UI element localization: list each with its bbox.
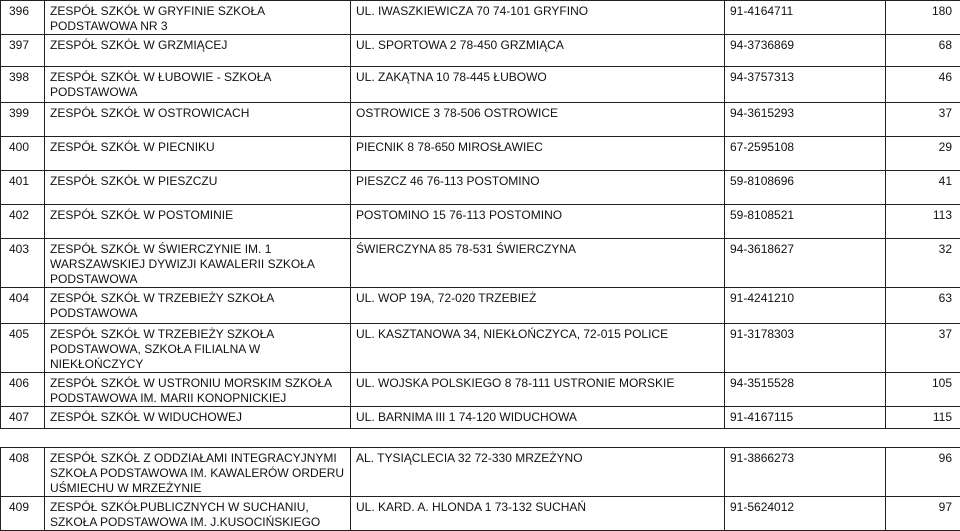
- school-phone: 91-4167115: [725, 407, 886, 429]
- student-count: 68: [886, 35, 960, 67]
- table-row: [1, 205, 960, 239]
- table-row: [1, 448, 960, 497]
- table-row: [1, 324, 960, 373]
- school-name: ZESPÓŁ SZKÓŁ W PIECNIKU: [45, 137, 351, 171]
- spacer-cell: [886, 429, 960, 448]
- row-number: 405: [1, 324, 45, 373]
- school-phone: 91-4241210: [725, 288, 886, 324]
- student-count: 105: [886, 373, 960, 407]
- school-address: OSTROWICE 3 78-506 OSTROWICE: [351, 103, 725, 137]
- student-count: 32: [886, 239, 960, 288]
- spacer-cell: [725, 429, 886, 448]
- school-address: UL. SPORTOWA 2 78-450 GRZMIĄCA: [351, 35, 725, 67]
- school-address: UL. ZAKĄTNA 10 78-445 ŁUBOWO: [351, 67, 725, 103]
- table-row: [1, 67, 960, 103]
- school-name: ZESPÓŁ SZKÓŁ W ŁUBOWIE - SZKOŁA PODSTAWOWA: [45, 67, 351, 103]
- student-count: 29: [886, 137, 960, 171]
- table-row: [1, 103, 960, 137]
- student-count: 46: [886, 67, 960, 103]
- table-row: [1, 407, 960, 429]
- school-name: ZESPÓŁ SZKÓŁ W TRZEBIEŻY SZKOŁA PODSTAWOWA: [45, 288, 351, 324]
- school-phone: 94-3618627: [725, 239, 886, 288]
- row-number: 408: [1, 448, 45, 497]
- student-count: 113: [886, 205, 960, 239]
- school-phone: 91-4164711: [725, 1, 886, 35]
- school-phone: 94-3757313: [725, 67, 886, 103]
- table-row: [1, 137, 960, 171]
- school-name: ZESPÓŁ SZKÓŁ Z ODDZIAŁAMI INTEGRACYJNYMI SZKOŁA PODSTAWOWA IM. KAWALERÓW ORDERU UŚMIECHU W MRZEŻYNIE: [45, 448, 351, 497]
- row-number: 402: [1, 205, 45, 239]
- table-row: [1, 497, 960, 531]
- student-count: 37: [886, 324, 960, 373]
- school-name: ZESPÓŁ SZKÓŁ W OSTROWICACH: [45, 103, 351, 137]
- school-phone: 67-2595108: [725, 137, 886, 171]
- school-phone: 94-3515528: [725, 373, 886, 407]
- school-phone: 91-5624012: [725, 497, 886, 531]
- school-address: UL. KARD. A. HLONDA 1 73-132 SUCHAŃ: [351, 497, 725, 531]
- student-count: 41: [886, 171, 960, 205]
- table-row: [1, 239, 960, 288]
- table-row: [1, 1, 960, 35]
- school-address: POSTOMINO 15 76-113 POSTOMINO: [351, 205, 725, 239]
- student-count: 180: [886, 1, 960, 35]
- school-name: ZESPÓŁ SZKÓŁ W TRZEBIEŻY SZKOŁA PODSTAWOWA, SZKOŁA FILIALNA W NIEKŁOŃCZYCY: [45, 324, 351, 373]
- table-row: [1, 373, 960, 407]
- spacer-cell: [1, 429, 45, 448]
- school-address: PIESZCZ 46 76-113 POSTOMINO: [351, 171, 725, 205]
- row-number: 407: [1, 407, 45, 429]
- student-count: 37: [886, 103, 960, 137]
- table-spacer: [1, 429, 960, 448]
- school-name: ZESPÓŁ SZKÓŁ W USTRONIU MORSKIM SZKOŁA PODSTAWOWA IM. MARII KONOPNICKIEJ: [45, 373, 351, 407]
- school-phone: 91-3866273: [725, 448, 886, 497]
- row-number: 406: [1, 373, 45, 407]
- table-row: [1, 288, 960, 324]
- school-address: UL. WOP 19A, 72-020 TRZEBIEŻ: [351, 288, 725, 324]
- school-address: UL. KASZTANOWA 34, NIEKŁOŃCZYCA, 72-015 POLICE: [351, 324, 725, 373]
- school-name: ZESPÓŁ SZKÓŁ W GRZMIĄCEJ: [45, 35, 351, 67]
- row-number: 397: [1, 35, 45, 67]
- school-name: ZESPÓŁ SZKÓŁ W GRYFINIE SZKOŁA PODSTAWOWA NR 3: [45, 1, 351, 35]
- school-phone: 59-8108521: [725, 205, 886, 239]
- school-name: ZESPÓŁ SZKÓŁ W WIDUCHOWEJ: [45, 407, 351, 429]
- row-number: 396: [1, 1, 45, 35]
- school-phone: 94-3736869: [725, 35, 886, 67]
- school-address: AL. TYSIĄCLECIA 32 72-330 MRZEŻYNO: [351, 448, 725, 497]
- school-name: ZESPÓŁ SZKÓŁ W POSTOMINIE: [45, 205, 351, 239]
- spacer-cell: [45, 429, 351, 448]
- school-address: ŚWIERCZYNA 85 78-531 ŚWIERCZYNA: [351, 239, 725, 288]
- student-count: 115: [886, 407, 960, 429]
- table-row: [1, 35, 960, 67]
- row-number: 403: [1, 239, 45, 288]
- row-number: 398: [1, 67, 45, 103]
- school-address: UL. IWASZKIEWICZA 70 74-101 GRYFINO: [351, 1, 725, 35]
- school-phone: 91-3178303: [725, 324, 886, 373]
- row-number: 404: [1, 288, 45, 324]
- row-number: 400: [1, 137, 45, 171]
- school-address: UL. BARNIMA III 1 74-120 WIDUCHOWA: [351, 407, 725, 429]
- school-phone: 94-3615293: [725, 103, 886, 137]
- school-phone: 59-8108696: [725, 171, 886, 205]
- student-count: 97: [886, 497, 960, 531]
- student-count: 96: [886, 448, 960, 497]
- row-number: 401: [1, 171, 45, 205]
- spacer-cell: [351, 429, 725, 448]
- row-number: 399: [1, 103, 45, 137]
- school-name: ZESPÓŁ SZKÓŁPUBLICZNYCH W SUCHANIU, SZKOŁA PODSTAWOWA IM. J.KUSOCIŃSKIEGO: [45, 497, 351, 531]
- school-name: ZESPÓŁ SZKÓŁ W ŚWIERCZYNIE IM. 1 WARSZAWSKIEJ DYWIZJI KAWALERII SZKOŁA PODSTAWOWA: [45, 239, 351, 288]
- table-row: [1, 171, 960, 205]
- student-count: 63: [886, 288, 960, 324]
- school-name: ZESPÓŁ SZKÓŁ W PIESZCZU: [45, 171, 351, 205]
- row-number: 409: [1, 497, 45, 531]
- school-address: PIECNIK 8 78-650 MIROSŁAWIEC: [351, 137, 725, 171]
- school-address: UL. WOJSKA POLSKIEGO 8 78-111 USTRONIE MORSKIE: [351, 373, 725, 407]
